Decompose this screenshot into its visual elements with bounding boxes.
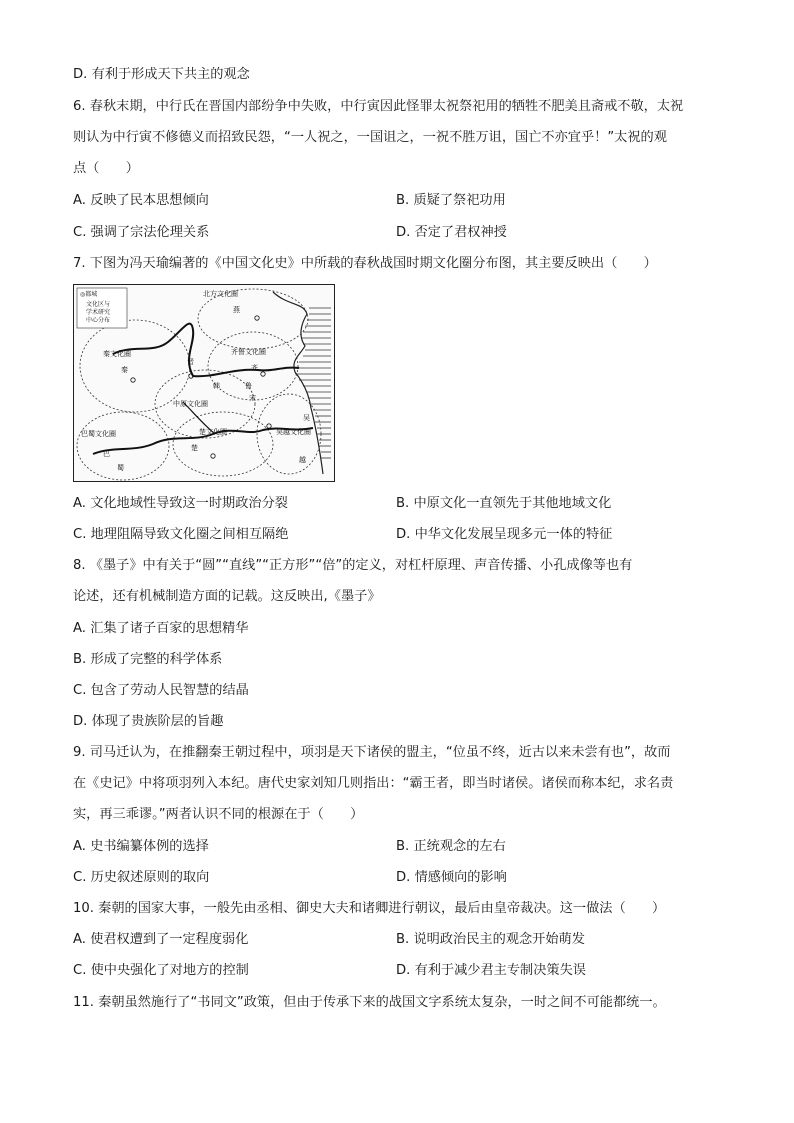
q8-option-a: A. 汇集了诸子百家的思想精华	[73, 621, 249, 636]
legend-text: 文化区与	[86, 301, 111, 308]
q9-option-b: B. 正统观念的左右	[396, 839, 506, 854]
region-label: 巴蜀文化圈	[81, 430, 116, 438]
q8-option-d: D. 体现了贵族阶层的旨趣	[73, 714, 224, 729]
q6-option-d: D. 否定了君权神授	[396, 225, 507, 240]
legend-text: 中心分布	[86, 317, 111, 324]
state-label: 韩	[213, 382, 220, 390]
question-9-stem: 9. 司马迁认为，在推翻秦王朝过程中，项羽是天下诸侯的盟主，“位虽不终，近古以来未尝有也”，故而	[73, 745, 671, 760]
region-label: 北方文化圈	[203, 290, 238, 298]
region-label: 齐鲁文化圈	[231, 348, 266, 356]
q7-option-c: C. 地理阻隔导致文化圈之间相互隔绝	[73, 527, 289, 542]
legend-capital: ◎都城	[80, 291, 98, 298]
q10-option-b: B. 说明政治民主的观念开始萌发	[396, 932, 585, 947]
question-10-stem: 10. 秦朝的国家大事，一般先由丞相、御史大夫和诸卿进行朝议，最后由皇帝裁决。这一做法（ ）	[73, 901, 666, 916]
state-label: 齐	[251, 364, 258, 372]
question-9-stem: 实，再三乖谬。”两者认识不同的根源在于（ ）	[73, 807, 364, 822]
q9-option-a: A. 史书编纂体例的选择	[73, 839, 209, 854]
q9-option-c: C. 历史叙述原则的取向	[73, 870, 210, 885]
q10-option-d: D. 有利于减少君主专制决策失误	[396, 963, 586, 978]
q7-option-a: A. 文化地域性导致这一时期政治分裂	[73, 496, 288, 511]
region-label: 秦文化圈	[103, 350, 131, 358]
question-11-stem: 11. 秦朝虽然施行了“书同文”政策，但由于传承下来的战国文字系统太复杂，一时之间不可能都统一。	[73, 995, 666, 1010]
q7-option-d: D. 中华文化发展呈现多元一体的特征	[396, 527, 613, 542]
region-label: 中原文化圈	[173, 400, 208, 408]
question-8-stem: 8. 《墨子》中有关于“圆”“直线”“正方形”“倍”的定义，对杠杆原理、声音传播、小孔成像等也有	[73, 558, 633, 573]
state-label: 吴	[303, 414, 310, 422]
q8-option-c: C. 包含了劳动人民智慧的结晶	[73, 683, 249, 698]
q10-option-c: C. 使中央强化了对地方的控制	[73, 963, 249, 978]
state-label: 巴	[103, 450, 110, 458]
legend-text: 学术研究	[86, 309, 111, 316]
question-6-stem: 6. 春秋末期，中行氏在晋国内部纷争中失败，中行寅因此怪罪太祝祭祀用的牺牲不肥美且斋戒不敬，太祝	[73, 99, 684, 114]
state-label: 鲁	[245, 382, 252, 390]
state-label: 秦	[121, 366, 128, 374]
state-label: 楚	[191, 444, 198, 452]
q6-option-b: B. 质疑了祭祀功用	[396, 193, 506, 208]
option-line: D. 有利于形成天下共主的观念	[73, 67, 250, 82]
state-label: 燕	[233, 306, 240, 314]
region-label: 吴越文化圈	[276, 428, 311, 436]
culture-circle-map	[73, 284, 335, 482]
state-label: 宋	[249, 394, 256, 402]
q9-option-d: D. 情感倾向的影响	[396, 870, 507, 885]
question-6-stem: 点（ ）	[73, 161, 139, 176]
q6-option-a: A. 反映了民本思想倾向	[73, 193, 209, 208]
state-label: 晋	[187, 358, 194, 366]
q8-option-b: B. 形成了完整的科学体系	[73, 652, 223, 667]
state-label: 蜀	[117, 464, 124, 472]
question-9-stem: 在《史记》中将项羽列入本纪。唐代史家刘知几则指出：“霸王者，即当时诸侯。诸侯而称本纪，求名责	[73, 776, 674, 791]
question-6-stem: 则认为中行寅不修德义而招致民怨，“一人祝之，一国诅之，一祝不胜万诅，国亡不亦宜乎！”太祝的观	[73, 130, 667, 145]
question-8-stem: 论述，还有机械制造方面的记载。这反映出,《墨子》	[73, 589, 381, 604]
question-7-stem: 7. 下图为冯天瑜编著的《中国文化史》中所载的春秋战国时期文化圈分布图，其主要反映出（ ）	[73, 256, 657, 271]
region-label: 楚文化圈	[199, 428, 227, 436]
state-label: 越	[299, 456, 306, 464]
q10-option-a: A. 使君权遭到了一定程度弱化	[73, 932, 249, 947]
q6-option-c: C. 强调了宗法伦理关系	[73, 225, 210, 240]
q7-option-b: B. 中原文化一直领先于其他地域文化	[396, 496, 612, 511]
